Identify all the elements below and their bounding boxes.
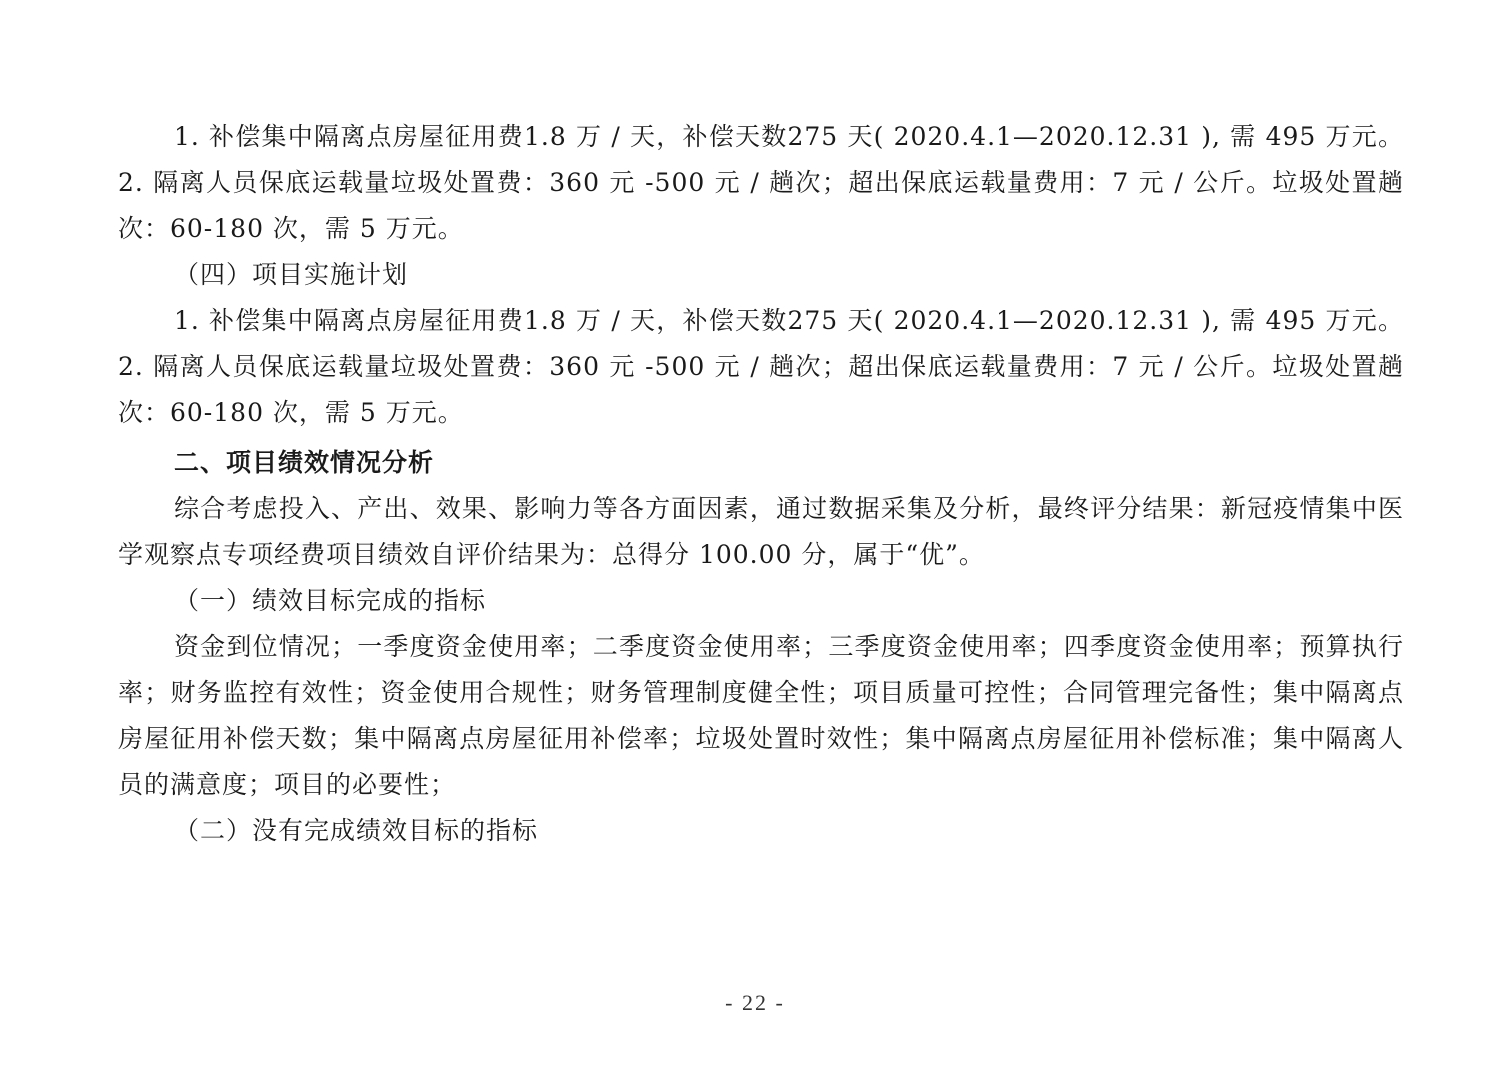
paragraph-evaluation-result: 综合考虑投入、产出、效果、影响力等各方面因素，通过数据采集及分析，最终评分结果：新冠疫情集中医学观察点专项经费项目绩效自评价结果为：总得分 100.00 分，属于“优”。 [118, 494, 1404, 569]
subheading-completed-indicators: （一）绩效目标完成的指标 [174, 586, 487, 615]
subheading-implementation-plan: （四）项目实施计划 [174, 260, 409, 289]
section-heading-performance-analysis: 二、项目绩效情况分析 [174, 448, 435, 477]
paragraph-plan-details-1: 1. 补偿集中隔离点房屋征用费1.8 万 / 天，补偿天数275 天( 2020.4.1—2020.12.31 ), 需 495 万元。2. 隔离人员保底运载量垃圾处置费：360 元 -500 元 / 趟次；超出保底运载量费用：7 元 / 公斤。垃圾处置趟次：60-180 次，需 5 万元。 [118, 122, 1404, 243]
subheading-uncompleted-indicators: （二）没有完成绩效目标的指标 [174, 816, 539, 845]
page-number: - 22 - [725, 990, 785, 1015]
paragraph-plan-details-2: 1. 补偿集中隔离点房屋征用费1.8 万 / 天，补偿天数275 天( 2020.4.1—2020.12.31 ), 需 495 万元。2. 隔离人员保底运载量垃圾处置费：360 元 -500 元 / 趟次；超出保底运载量费用：7 元 / 公斤。垃圾处置趟次：60-180 次，需 5 万元。 [118, 306, 1404, 427]
paragraph-indicator-list: 资金到位情况；一季度资金使用率；二季度资金使用率；三季度资金使用率；四季度资金使用率；预算执行率；财务监控有效性；资金使用合规性；财务管理制度健全性；项目质量可控性；合同管理完备性；集中隔离点房屋征用补偿天数；集中隔离点房屋征用补偿率；垃圾处置时效性；集中隔离点房屋征用补偿标准；集中隔离人员的满意度；项目的必要性； [118, 632, 1404, 799]
document-body [118, 114, 1404, 854]
